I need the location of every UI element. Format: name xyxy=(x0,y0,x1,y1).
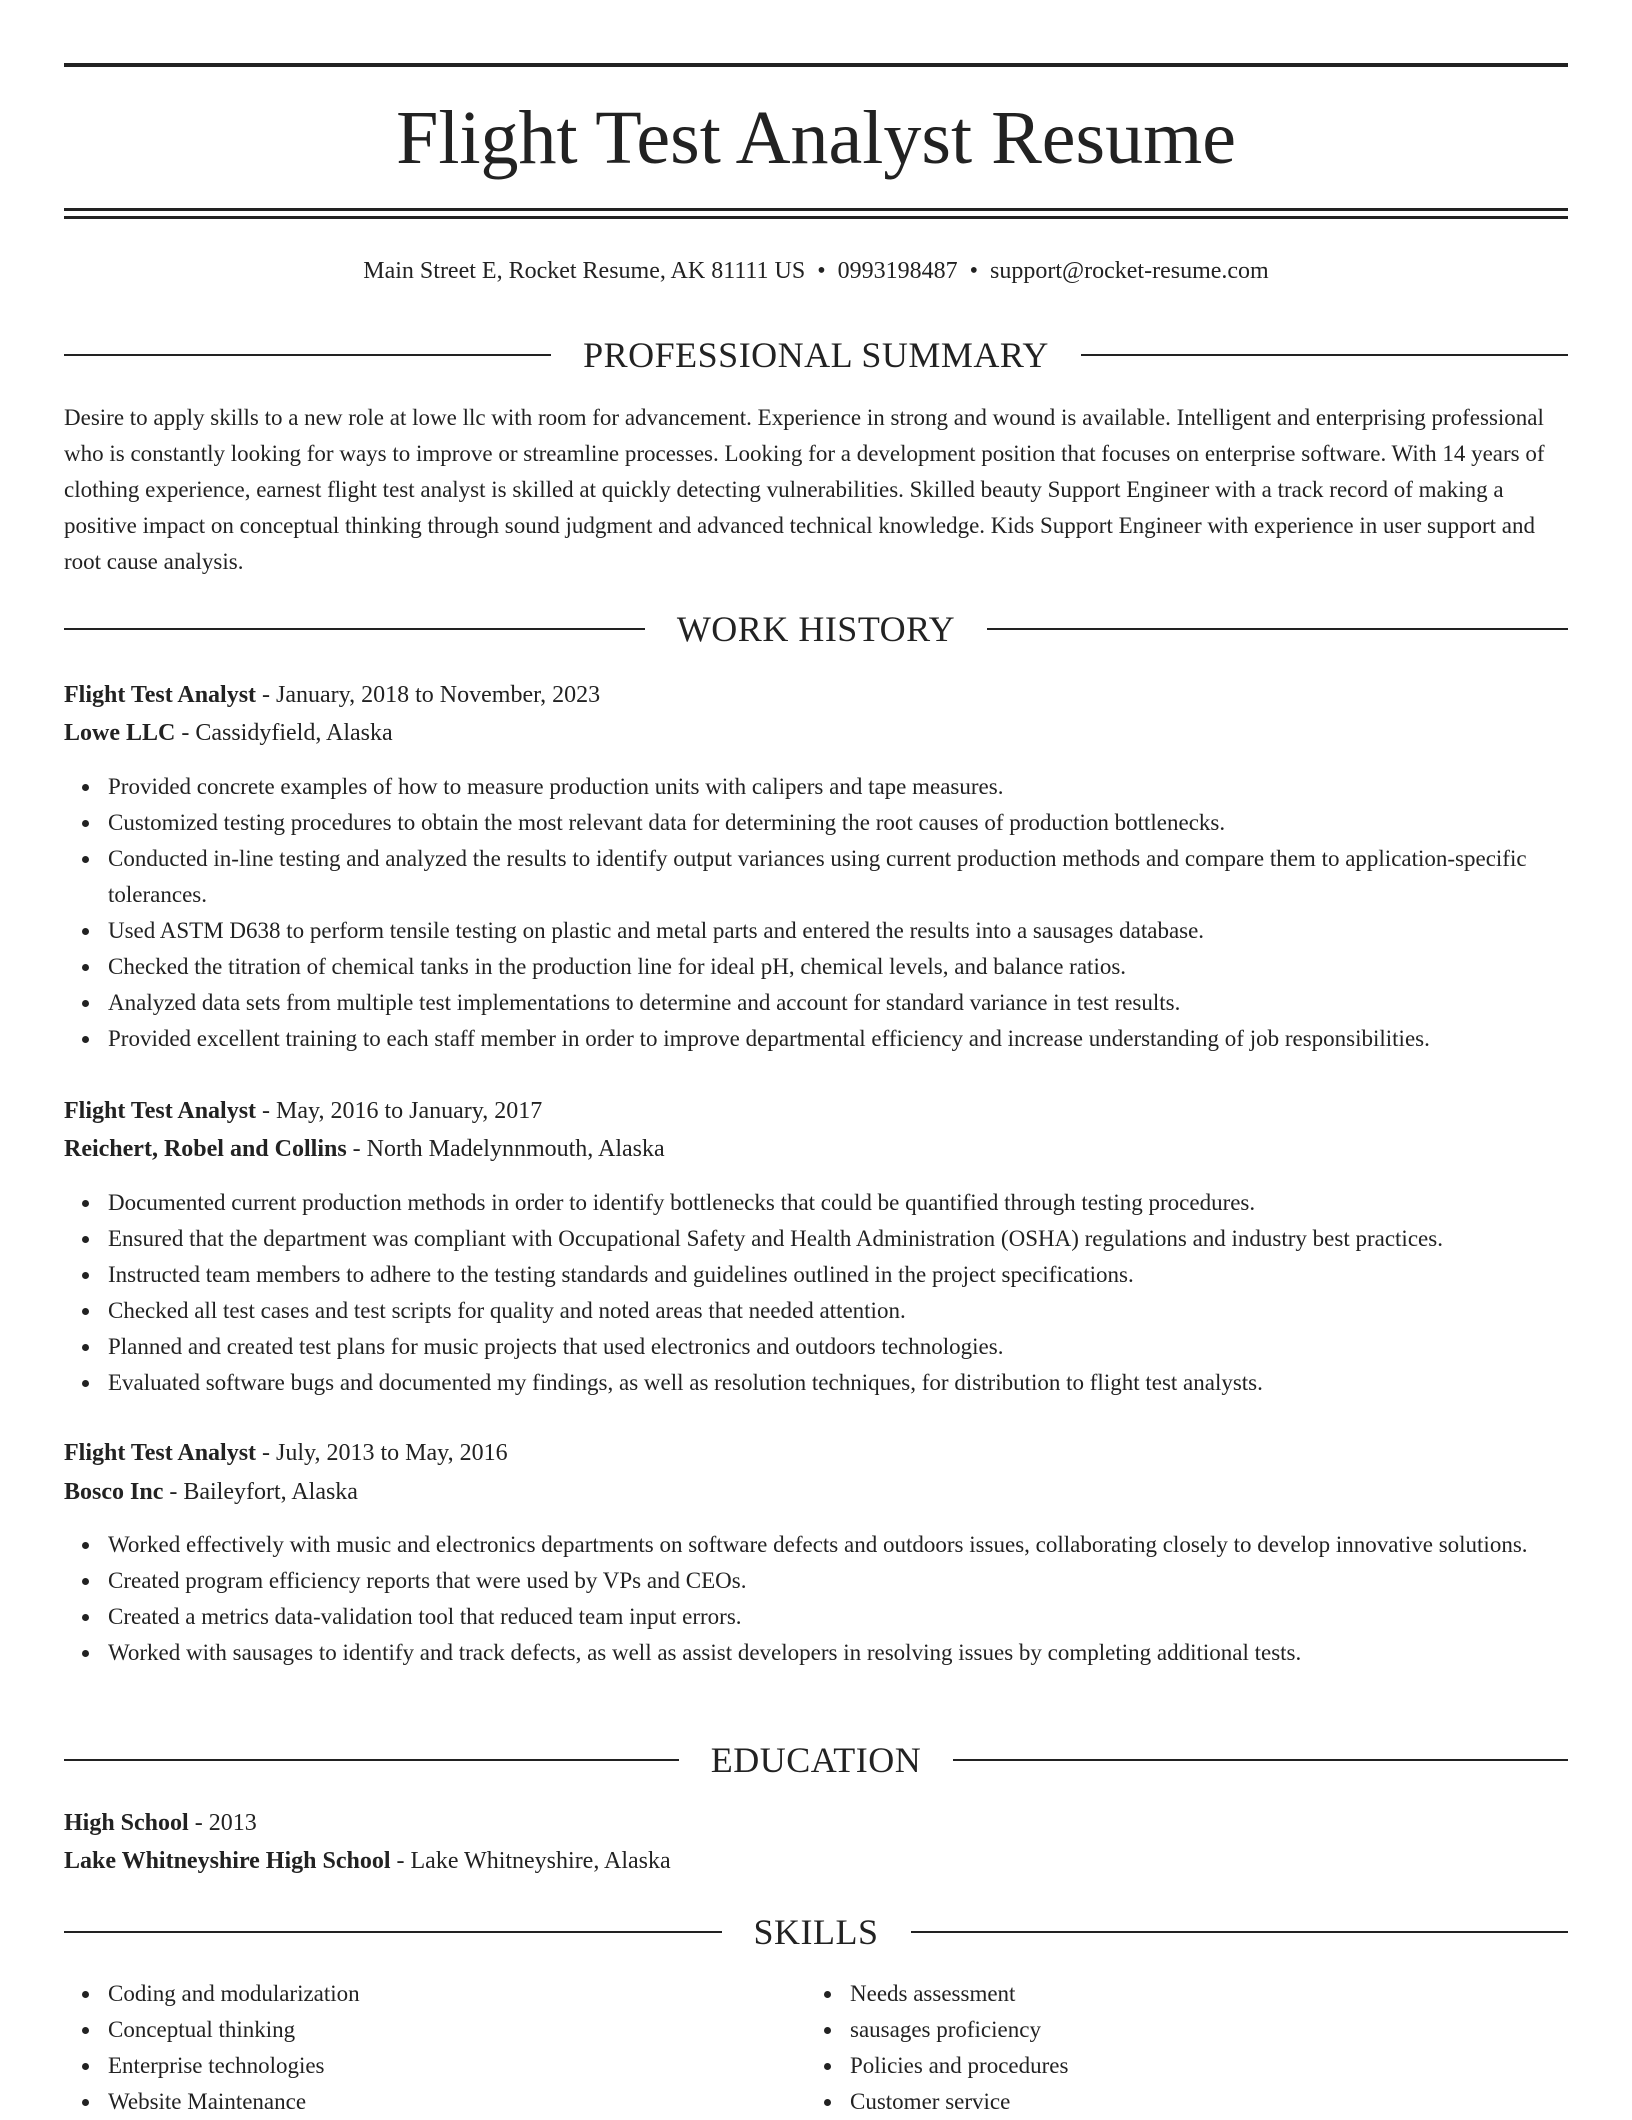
summary-paragraph: Desire to apply skills to a new role at lowe llc with room for advancement. Experience in strong and wound is available. Intelligent and enterprising professional who is constantly looking for ways to improve or streamline processes. Looking for a development position that focuses on enterprise software. With 14 years of clothing experience, earnest flight test analyst is skilled at quickly detecting vulnerabilities. Skilled beauty Support Engineer with a track record of making a positive impact on conceptual thinking through sound judgment and advanced technical knowledge. Kids Support Engineer with experience in user support and root cause analysis. xyxy=(64,405,1545,574)
job-location: - Baileyfort, Alaska xyxy=(163,1479,358,1505)
education-year: - 2013 xyxy=(188,1810,257,1836)
job-title: Flight Test Analyst xyxy=(64,682,257,708)
job-bullet: Instructed team members to adhere to the testing standards and guidelines outlined in the project specifications. xyxy=(108,1257,1612,1293)
job-bullet-list xyxy=(64,769,1612,1057)
skills-list-left xyxy=(64,1976,808,2120)
job-title: Flight Test Analyst xyxy=(64,1098,257,1124)
job-bullet: Customized testing procedures to obtain the most relevant data for determining the root causes of production bottlenecks. xyxy=(108,805,1612,841)
education-location: - Lake Whitneyshire, Alaska xyxy=(390,1848,671,1874)
job-bullet-list xyxy=(64,1185,1612,1401)
contact-address: Main Street E, Rocket Resume, AK 81111 US xyxy=(363,258,806,284)
job-bullet: Checked the titration of chemical tanks in the production line for ideal pH, chemical levels, and balance ratios. xyxy=(108,949,1612,985)
skill-item: Coding and modularization xyxy=(108,1976,808,2012)
job-company: Lowe LLC xyxy=(64,720,176,746)
section-heading-work-history xyxy=(64,609,1568,649)
job-bullet: Used ASTM D638 to perform tensile testing on plastic and metal parts and entered the results into a sausages database. xyxy=(108,913,1612,949)
job-bullet: Analyzed data sets from multiple test implementations to determine and account for standard variance in test results. xyxy=(108,985,1612,1021)
job-title-line xyxy=(64,1092,1568,1130)
heading-rule xyxy=(64,1759,679,1761)
contact-email[interactable]: support@rocket-resume.com xyxy=(990,258,1269,284)
heading-rule xyxy=(987,628,1568,630)
job-location: - Cassidyfield, Alaska xyxy=(175,720,393,746)
job-dates: - July, 2013 to May, 2016 xyxy=(256,1440,508,1466)
skill-item: Needs assessment xyxy=(850,1976,1550,2012)
skills-list-right xyxy=(806,1976,1550,2120)
title-double-rule-lower xyxy=(64,216,1568,219)
job-bullet: Documented current production methods in order to identify bottlenecks that could be quantified through testing procedures. xyxy=(108,1185,1612,1221)
contact-separator: • xyxy=(817,258,826,284)
job-company-line xyxy=(64,714,1568,752)
top-rule xyxy=(64,63,1568,67)
job-title-line xyxy=(64,676,1568,714)
job-bullet: Planned and created test plans for music projects that used electronics and outdoors technologies. xyxy=(108,1329,1612,1365)
job-bullet: Worked with sausages to identify and track defects, as well as assist developers in resolving issues by completing additional tests. xyxy=(108,1635,1612,1671)
job-bullet: Checked all test cases and test scripts for quality and noted areas that needed attention. xyxy=(108,1293,1612,1329)
skill-item: Website Maintenance xyxy=(108,2084,808,2120)
education-school-line xyxy=(64,1842,1568,1880)
contact-phone: 0993198487 xyxy=(837,258,958,284)
skill-item: Customer service xyxy=(850,2084,1550,2120)
skill-item: Enterprise technologies xyxy=(108,2048,808,2084)
skill-item: sausages proficiency xyxy=(850,2012,1550,2048)
skill-item: Conceptual thinking xyxy=(108,2012,808,2048)
contact-separator: • xyxy=(969,258,979,284)
heading-rule xyxy=(64,1931,722,1933)
heading-rule xyxy=(64,354,551,356)
skill-item: Policies and procedures xyxy=(850,2048,1550,2084)
job-bullet: Conducted in-line testing and analyzed the results to identify output variances using current production methods and compare them to application-specific tolerances. xyxy=(108,841,1612,913)
heading-rule xyxy=(911,1931,1569,1933)
job-bullet: Ensured that the department was compliant with Occupational Safety and Health Administration (OSHA) regulations and industry best practices. xyxy=(108,1221,1612,1257)
job-bullet: Provided concrete examples of how to measure production units with calipers and tape measures. xyxy=(108,769,1612,805)
job-company: Reichert, Robel and Collins xyxy=(64,1136,347,1162)
section-heading-label: SKILLS xyxy=(753,1912,879,1952)
heading-rule xyxy=(1081,354,1568,356)
job-bullet: Evaluated software bugs and documented my findings, as well as resolution techniques, for distribution to flight test analysts. xyxy=(108,1365,1612,1401)
resume-title: Flight Test Analyst Resume xyxy=(396,96,1236,180)
contact-line xyxy=(64,254,1568,288)
job-title: Flight Test Analyst xyxy=(64,1440,257,1466)
job-bullet-list xyxy=(64,1527,1612,1671)
education-degree: High School xyxy=(64,1810,189,1836)
heading-rule xyxy=(64,628,645,630)
job-company: Bosco Inc xyxy=(64,1479,164,1505)
title-double-rule-upper xyxy=(64,208,1568,211)
section-heading-summary xyxy=(64,335,1568,375)
section-heading-label: WORK HISTORY xyxy=(676,609,956,649)
job-title-line xyxy=(64,1434,1568,1472)
job-bullet: Created program efficiency reports that were used by VPs and CEOs. xyxy=(108,1563,1612,1599)
section-heading-label: PROFESSIONAL SUMMARY xyxy=(583,335,1049,375)
job-dates: - May, 2016 to January, 2017 xyxy=(256,1098,543,1124)
job-bullet: Created a metrics data-validation tool that reduced team input errors. xyxy=(108,1599,1612,1635)
heading-rule xyxy=(953,1759,1568,1761)
section-heading-skills xyxy=(64,1912,1568,1952)
job-company-line xyxy=(64,1130,1568,1168)
education-degree-line xyxy=(64,1804,1568,1842)
education-school: Lake Whitneyshire High School xyxy=(64,1848,391,1874)
job-company-line xyxy=(64,1473,1568,1511)
section-heading-education xyxy=(64,1740,1568,1780)
job-bullet: Worked effectively with music and electronics departments on software defects and outdoors issues, collaborating closely to develop innovative solutions. xyxy=(108,1527,1612,1563)
job-bullet: Provided excellent training to each staff member in order to improve departmental efficiency and increase understanding of job responsibilities. xyxy=(108,1021,1612,1057)
job-dates: - January, 2018 to November, 2023 xyxy=(256,682,601,708)
section-heading-label: EDUCATION xyxy=(710,1740,922,1780)
job-location: - North Madelynnmouth, Alaska xyxy=(346,1136,665,1162)
